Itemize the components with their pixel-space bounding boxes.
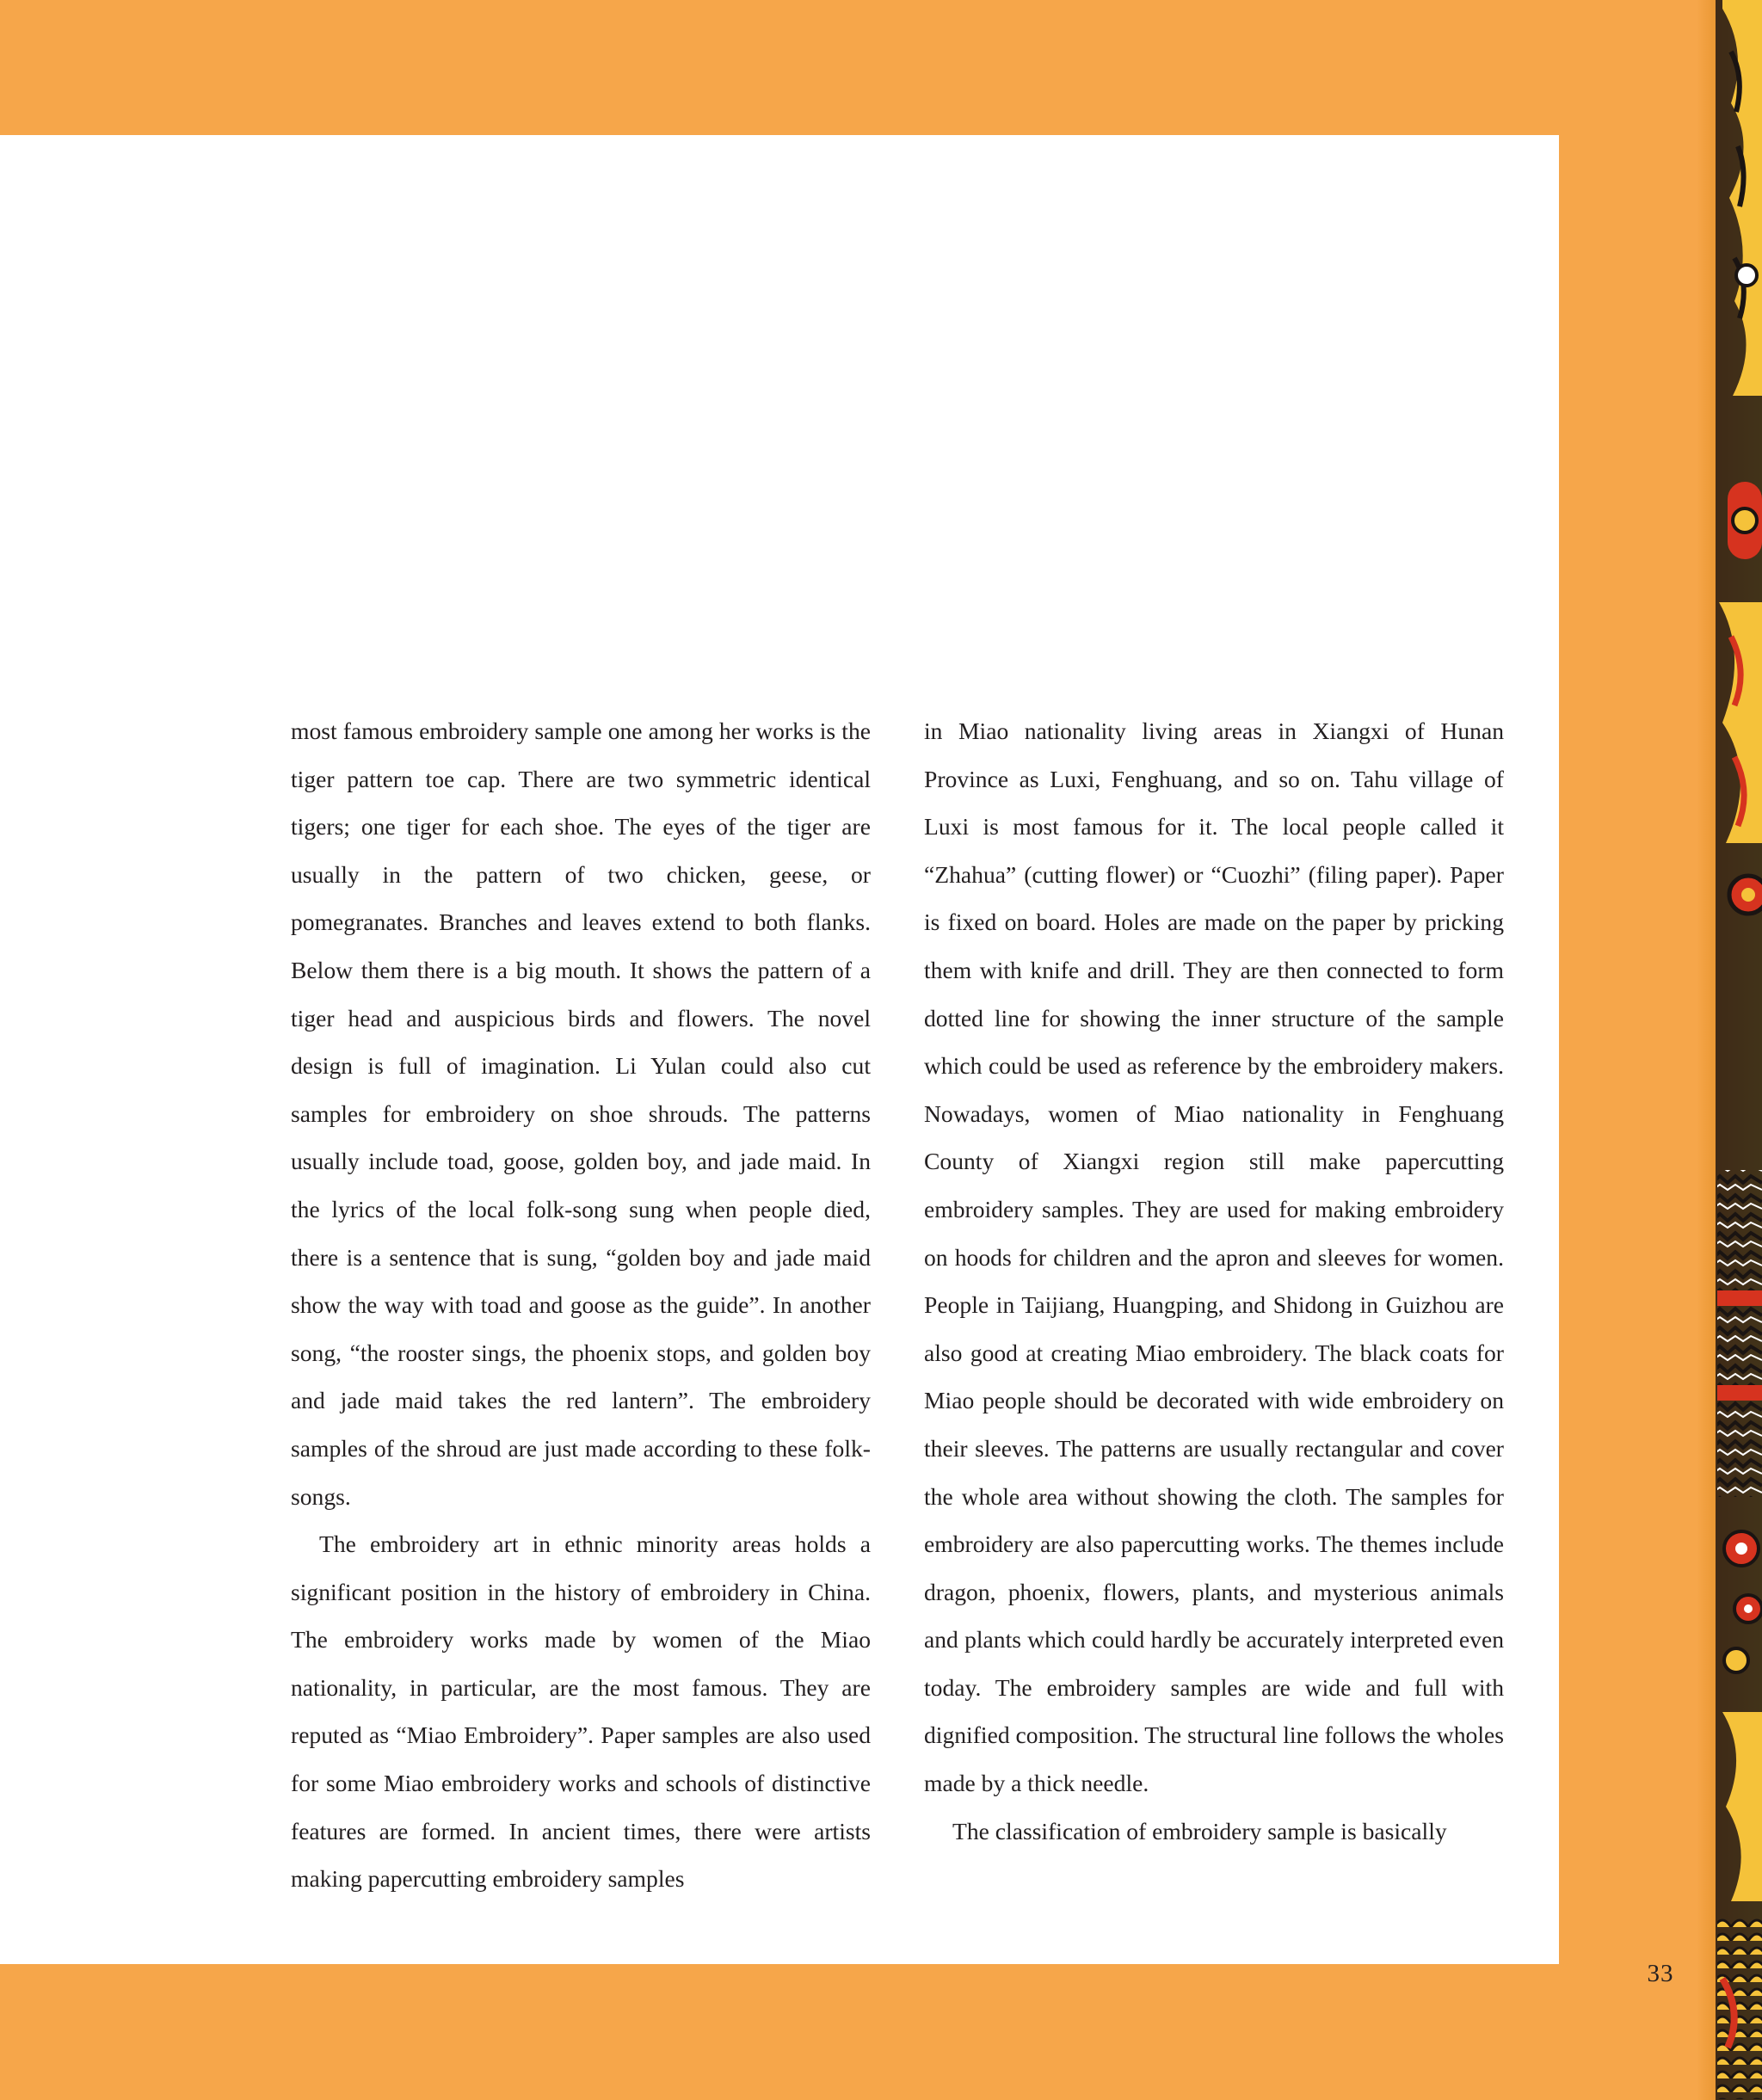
body-paragraph: most famous embroidery sample one among her works is the tiger pattern toe cap. There are two symmetric identical tigers; one tiger for each shoe. The eyes of the tiger are usually in the pattern of two chicken, geese, or pomegranates. Branches and leaves extend to both flanks. Below them there is a big mouth. It shows the pattern of a tiger head and auspicious birds and flowers. The novel design is full of imagination. Li Yulan could also cut samples for embroidery on shoe shrouds. The patterns usually include toad, goose, golden boy, and jade maid. In the lyrics of the local folk-song sung when people died, there is a sentence that is sung, “golden boy and jade maid show the way with toad and goose as the guide”. In another song, “the rooster sings, the phoenix stops, and golden boy and jade maid takes the red lantern”. The embroidery samples of the shroud are just made according to these folk-songs.: [291, 717, 871, 1510]
page-number: 33: [1647, 1960, 1674, 1987]
text-panel: [0, 135, 1559, 1964]
right-text-column: [924, 707, 1504, 1855]
papercut-border-decoration: [1697, 0, 1762, 2100]
body-paragraph: The classification of embroidery sample is basically: [952, 1817, 1447, 1844]
body-paragraph: The embroidery art in ethnic minority areas holds a significant position in the history of embroidery in China. The embroidery works made by women of the Miao nationality, in particular, are the most famous. They are reputed as “Miao Embroidery”. Paper samples are also used for some Miao embroidery works and schools of distinctive features are formed. In ancient times, there were artists making papercutting embroidery samples: [291, 1530, 871, 1893]
body-paragraph: in Miao nationality living areas in Xiangxi of Hunan Province as Luxi, Fenghuang, and so on. Tahu village of Luxi is most famous for it. The local people called it “Zhahua” (cutting flower) or “Cuozhi” (filing paper). Paper is fixed on board. Holes are made on the paper by pricking them with knife and drill. They are then connected to form dotted line for showing the inner structure of the sample which could be used as reference by the embroidery makers. Nowadays, women of Miao nationality in Fenghuang County of Xiangxi region still make papercutting embroidery samples. They are used for making embroidery on hoods for children and the apron and sleeves for women. People in Taijiang, Huangping, and Shidong in Guizhou are also good at creating Miao embroidery. The black coats for Miao people should be decorated with wide embroidery on their sleeves. The patterns are usually rectangular and cover the whole area without showing the cloth. The samples for embroidery are also papercutting works. The themes include dragon, phoenix, flowers, plants, and mysterious animals and plants which could hardly be accurately interpreted even today. The embroidery samples are wide and full with dignified composition. The structural line follows the wholes made by a thick needle.: [924, 717, 1504, 1797]
left-text-column: [291, 707, 871, 1903]
